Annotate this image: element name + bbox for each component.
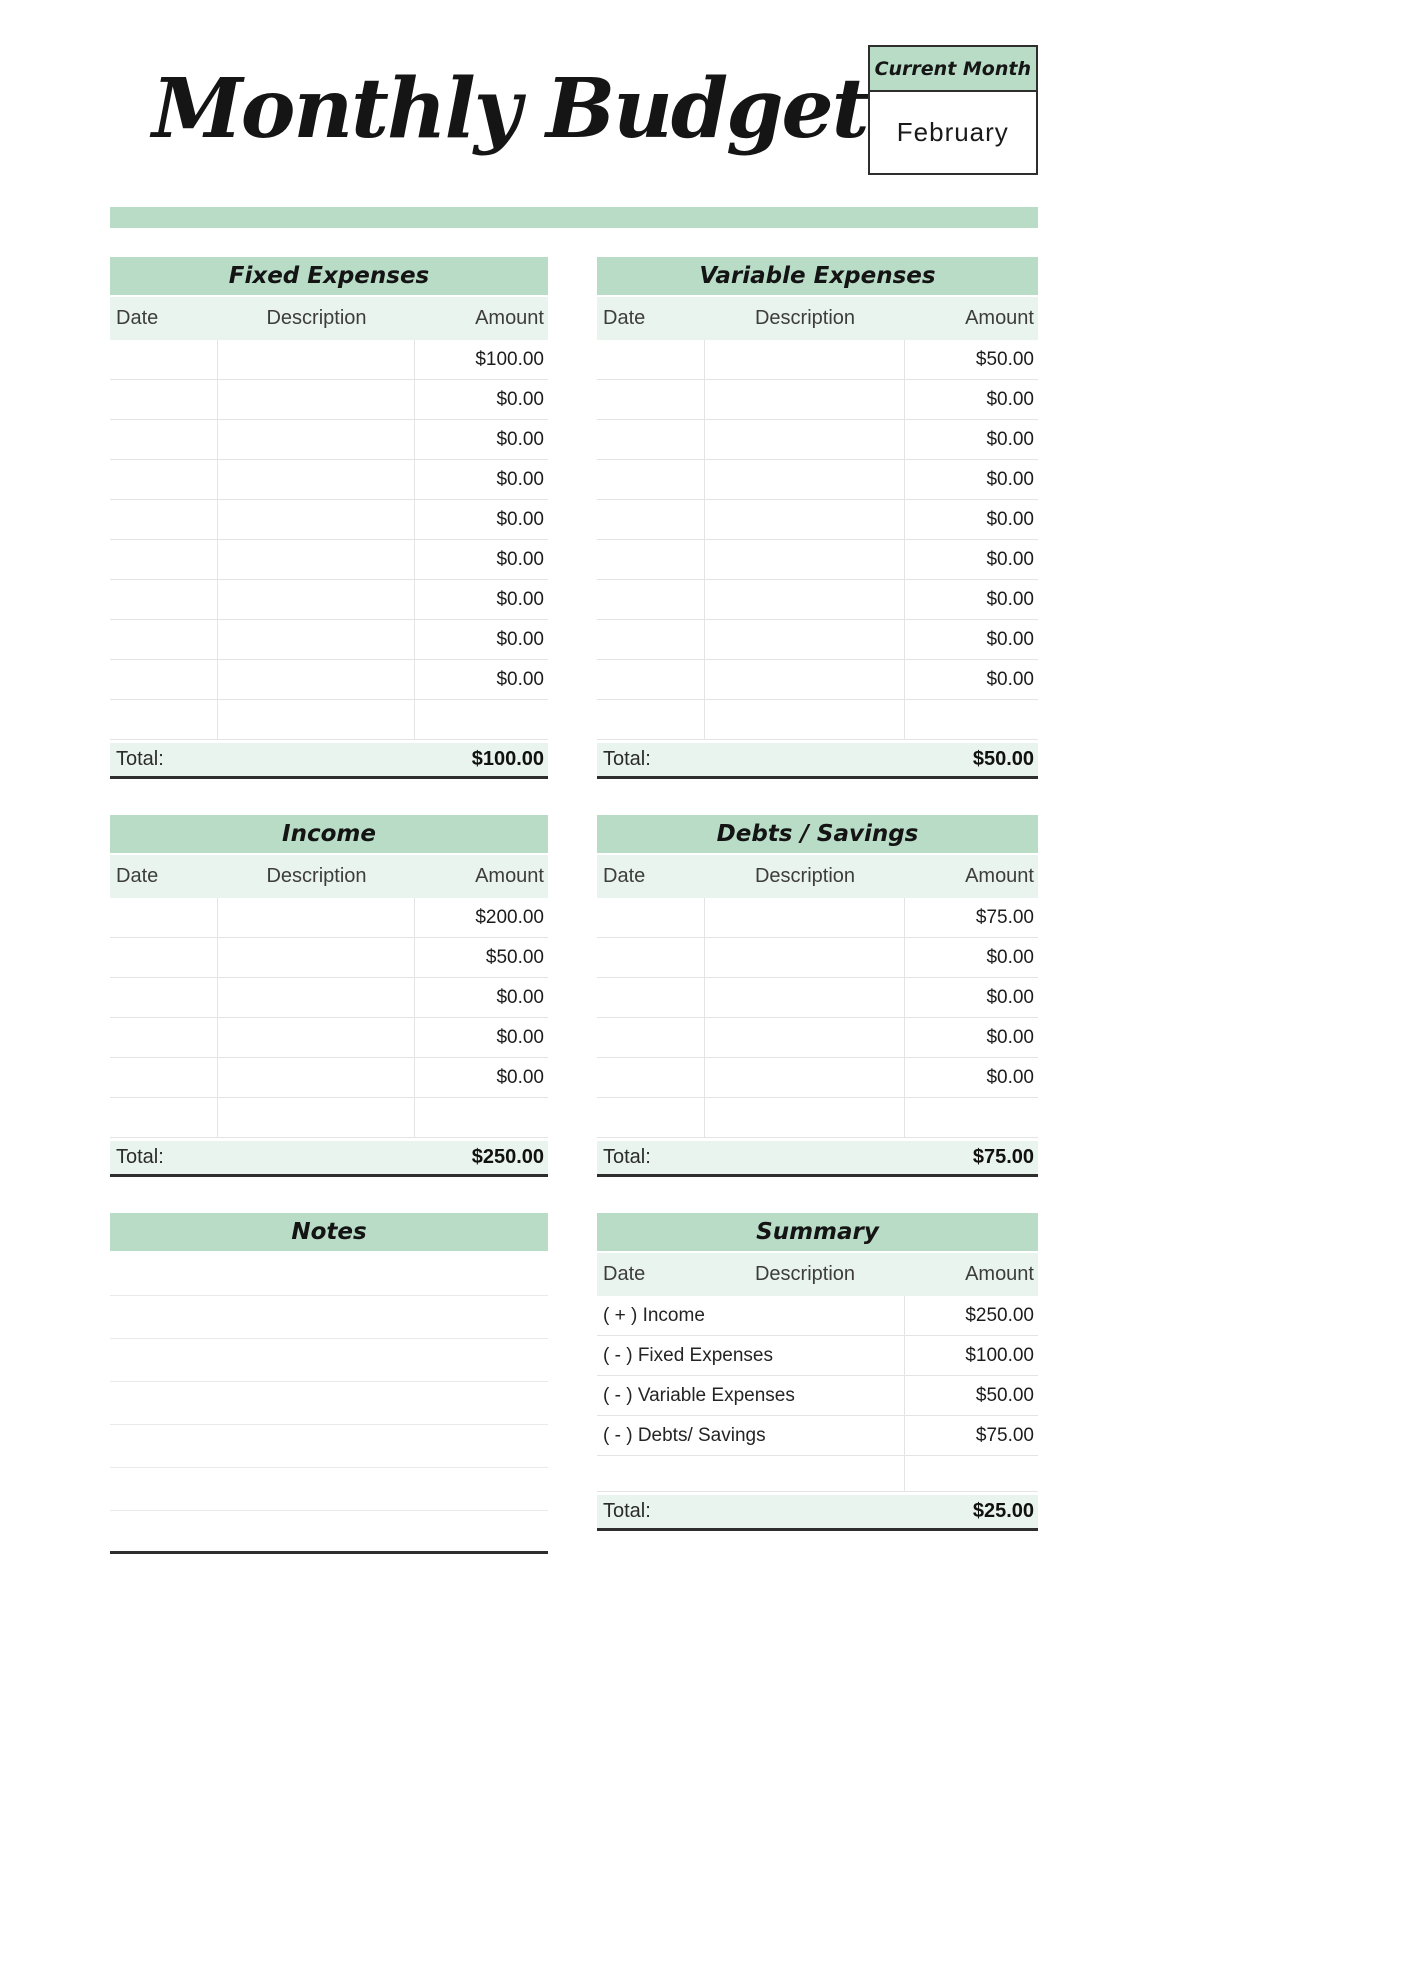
fixed-expenses-title: Fixed Expenses: [110, 257, 548, 295]
table-row: [110, 978, 548, 1018]
amount-cell[interactable]: $0.00: [496, 548, 544, 570]
date-cell[interactable]: [597, 500, 705, 539]
date-cell[interactable]: [110, 540, 218, 579]
description-cell[interactable]: [705, 340, 905, 379]
description-cell[interactable]: [218, 620, 415, 659]
table-row: [110, 580, 548, 620]
table-row: [110, 660, 548, 700]
description-column-header: Description: [266, 307, 367, 329]
table-row: [110, 460, 548, 500]
date-cell[interactable]: [110, 978, 218, 1017]
section-divider-bar: [110, 207, 1038, 228]
amount-cell[interactable]: $0.00: [496, 668, 544, 690]
amount-cell[interactable]: $0.00: [496, 588, 544, 610]
debts-savings-table: [597, 815, 1038, 1177]
date-cell[interactable]: [110, 660, 218, 699]
description-cell[interactable]: [218, 460, 415, 499]
total-label: Total:: [603, 748, 651, 770]
description-cell[interactable]: [705, 540, 905, 579]
description-cell[interactable]: [218, 420, 415, 459]
date-cell[interactable]: [110, 420, 218, 459]
table-row: [110, 500, 548, 540]
date-cell[interactable]: [597, 938, 705, 977]
table-row: [597, 500, 1038, 540]
summary-row-amount: $75.00: [975, 1424, 1034, 1446]
table-row: [110, 540, 548, 580]
summary-table: [597, 1213, 1038, 1531]
date-cell[interactable]: [597, 1058, 705, 1097]
description-cell[interactable]: [705, 620, 905, 659]
income-title: Income: [110, 815, 548, 853]
description-cell[interactable]: [218, 938, 415, 977]
notes-line[interactable]: [110, 1511, 548, 1554]
debts-savings-title: Debts / Savings: [597, 815, 1038, 853]
date-cell[interactable]: [597, 460, 705, 499]
summary-row-label: ( - ) Fixed Expenses: [597, 1336, 905, 1375]
date-column-header: Date: [116, 307, 159, 329]
date-cell[interactable]: [110, 1018, 218, 1057]
date-cell[interactable]: [597, 700, 705, 739]
date-cell[interactable]: [110, 938, 218, 977]
table-row: [597, 938, 1038, 978]
description-column-header: Description: [754, 1263, 856, 1285]
amount-column-header: Amount: [965, 1263, 1034, 1285]
date-cell[interactable]: [597, 580, 705, 619]
table-row-empty: [597, 700, 1038, 740]
summary-title: Summary: [597, 1213, 1038, 1251]
date-cell[interactable]: [597, 540, 705, 579]
date-cell[interactable]: [110, 700, 218, 739]
amount-cell[interactable]: $0.00: [496, 468, 544, 490]
description-cell[interactable]: [218, 1018, 415, 1057]
fixed-expenses-total-row: [110, 743, 548, 779]
table-row: [597, 380, 1038, 420]
summary-row-label: ( - ) Debts/ Savings: [597, 1416, 905, 1455]
fixed-expenses-table: [110, 257, 548, 779]
table-row: [597, 1018, 1038, 1058]
table-row: [110, 1058, 548, 1098]
amount-column-header: Amount: [475, 307, 544, 329]
summary-row-amount: [905, 1456, 1038, 1491]
date-cell[interactable]: [110, 1058, 218, 1097]
date-cell[interactable]: [110, 898, 218, 937]
table-row: [110, 1018, 548, 1058]
summary-row-debts-savings: [597, 1416, 1038, 1456]
table-row: [597, 580, 1038, 620]
summary-row-fixed-expenses: [597, 1336, 1038, 1376]
description-cell[interactable]: [218, 380, 415, 419]
date-cell[interactable]: [110, 1098, 218, 1137]
amount-cell[interactable]: $0.00: [986, 508, 1034, 530]
summary-column-headers: [597, 1253, 1038, 1296]
date-cell[interactable]: [597, 978, 705, 1017]
amount-cell[interactable]: $0.00: [986, 468, 1034, 490]
debts-savings-total-row: [597, 1141, 1038, 1177]
summary-row-amount: $100.00: [965, 1344, 1034, 1366]
amount-cell[interactable]: $200.00: [475, 906, 544, 928]
date-cell[interactable]: [597, 380, 705, 419]
summary-row-amount: $50.00: [975, 1384, 1034, 1406]
total-label: Total:: [603, 1146, 651, 1168]
table-row: [597, 340, 1038, 380]
current-month-value[interactable]: February: [896, 117, 1009, 147]
notes-line[interactable]: [110, 1425, 548, 1468]
amount-cell[interactable]: [415, 700, 548, 739]
amount-cell[interactable]: $0.00: [986, 588, 1034, 610]
table-row: [597, 620, 1038, 660]
date-cell[interactable]: [597, 1098, 705, 1137]
amount-cell[interactable]: $100.00: [475, 348, 544, 370]
description-column-header: Description: [754, 307, 856, 329]
income-total-row: [110, 1141, 548, 1177]
amount-cell[interactable]: $75.00: [975, 906, 1034, 928]
variable-expenses-total-row: [597, 743, 1038, 779]
date-column-header: Date: [603, 307, 646, 329]
amount-cell[interactable]: $0.00: [986, 428, 1034, 450]
notes-line[interactable]: [110, 1296, 548, 1339]
total-amount: $250.00: [471, 1146, 544, 1168]
table-row-empty: [110, 1098, 548, 1138]
date-cell[interactable]: [110, 340, 218, 379]
description-cell[interactable]: [705, 580, 905, 619]
description-cell[interactable]: [705, 380, 905, 419]
table-row: [597, 460, 1038, 500]
variable-expenses-table: [597, 257, 1038, 779]
table-row-empty: [597, 1098, 1038, 1138]
summary-row-empty: [597, 1456, 1038, 1492]
notes-line[interactable]: [110, 1468, 548, 1511]
total-amount: $50.00: [972, 748, 1034, 770]
description-cell[interactable]: [218, 898, 415, 937]
date-cell[interactable]: [110, 580, 218, 619]
amount-column-header: Amount: [965, 307, 1034, 329]
amount-cell[interactable]: $0.00: [496, 628, 544, 650]
amount-cell[interactable]: $0.00: [496, 1026, 544, 1048]
table-row: [110, 898, 548, 938]
notes-section: [110, 1213, 548, 1554]
table-row: [110, 938, 548, 978]
description-cell[interactable]: [218, 540, 415, 579]
description-cell[interactable]: [705, 660, 905, 699]
amount-cell[interactable]: [415, 1098, 548, 1137]
amount-cell[interactable]: $0.00: [986, 668, 1034, 690]
notes-line[interactable]: [110, 1253, 548, 1296]
description-column-header: Description: [266, 865, 367, 887]
total-amount: $75.00: [972, 1146, 1034, 1168]
table-row: [597, 660, 1038, 700]
table-row: [597, 420, 1038, 460]
summary-row-income: [597, 1296, 1038, 1336]
notes-title: Notes: [110, 1213, 548, 1251]
table-row: [110, 620, 548, 660]
notes-line[interactable]: [110, 1382, 548, 1425]
description-cell[interactable]: [705, 500, 905, 539]
date-cell[interactable]: [597, 898, 705, 937]
amount-cell[interactable]: $0.00: [496, 428, 544, 450]
date-cell[interactable]: [110, 460, 218, 499]
page-title: Monthly Budget: [152, 61, 868, 157]
amount-cell[interactable]: $0.00: [986, 986, 1034, 1008]
date-cell[interactable]: [110, 620, 218, 659]
table-row: [110, 340, 548, 380]
summary-row-variable-expenses: [597, 1376, 1038, 1416]
total-label: Total:: [116, 1146, 164, 1168]
amount-cell[interactable]: $0.00: [496, 986, 544, 1008]
table-row: [597, 898, 1038, 938]
amount-cell[interactable]: $50.00: [975, 348, 1034, 370]
variable-expenses-title: Variable Expenses: [597, 257, 1038, 295]
description-cell[interactable]: [218, 340, 415, 379]
description-cell[interactable]: [705, 978, 905, 1017]
description-cell[interactable]: [218, 660, 415, 699]
amount-cell[interactable]: $50.00: [485, 946, 544, 968]
table-row-empty: [110, 700, 548, 740]
summary-row-amount: $250.00: [965, 1304, 1034, 1326]
tables-grid: [110, 257, 1038, 1554]
summary-row-label: ( - ) Variable Expenses: [597, 1376, 905, 1415]
description-column-header: Description: [754, 865, 856, 887]
amount-cell[interactable]: $0.00: [986, 1066, 1034, 1088]
amount-cell[interactable]: $0.00: [496, 1066, 544, 1088]
description-cell[interactable]: [705, 938, 905, 977]
date-cell[interactable]: [110, 500, 218, 539]
amount-cell[interactable]: $0.00: [986, 946, 1034, 968]
description-cell[interactable]: [705, 420, 905, 459]
table-row: [597, 1058, 1038, 1098]
date-column-header: Date: [116, 865, 159, 887]
date-column-header: Date: [603, 1263, 646, 1285]
notes-line[interactable]: [110, 1339, 548, 1382]
table-row: [597, 540, 1038, 580]
description-cell[interactable]: [705, 1098, 905, 1137]
variable-expenses-column-headers: [597, 297, 1038, 340]
amount-cell[interactable]: $0.00: [986, 628, 1034, 650]
page-content: [110, 0, 1038, 1554]
amount-column-header: Amount: [475, 865, 544, 887]
description-cell[interactable]: [218, 500, 415, 539]
date-cell[interactable]: [110, 380, 218, 419]
summary-total-row: [597, 1495, 1038, 1531]
page-header: [110, 45, 1038, 175]
date-cell[interactable]: [597, 620, 705, 659]
date-cell[interactable]: [597, 660, 705, 699]
summary-row-label: ( + ) Income: [597, 1296, 905, 1335]
date-cell[interactable]: [597, 1018, 705, 1057]
description-cell[interactable]: [218, 1058, 415, 1097]
description-cell[interactable]: [218, 1098, 415, 1137]
income-column-headers: [110, 855, 548, 898]
current-month-box: [868, 45, 1038, 175]
total-label: Total:: [116, 748, 164, 770]
date-column-header: Date: [603, 865, 646, 887]
total-label: Total:: [603, 1500, 651, 1522]
fixed-expenses-column-headers: [110, 297, 548, 340]
amount-cell[interactable]: $0.00: [986, 1026, 1034, 1048]
amount-cell[interactable]: $0.00: [986, 548, 1034, 570]
amount-cell[interactable]: $0.00: [496, 388, 544, 410]
description-cell[interactable]: [218, 580, 415, 619]
date-cell[interactable]: [597, 340, 705, 379]
amount-cell[interactable]: [905, 700, 1038, 739]
table-row: [110, 420, 548, 460]
description-cell[interactable]: [218, 978, 415, 1017]
amount-cell[interactable]: $0.00: [986, 388, 1034, 410]
total-amount: $100.00: [471, 748, 544, 770]
summary-row-label: [597, 1456, 905, 1491]
current-month-label: Current Month: [870, 47, 1036, 92]
description-cell[interactable]: [705, 898, 905, 937]
description-cell[interactable]: [218, 700, 415, 739]
total-amount: $25.00: [972, 1500, 1034, 1522]
table-row: [110, 380, 548, 420]
debts-savings-column-headers: [597, 855, 1038, 898]
description-cell[interactable]: [705, 1058, 905, 1097]
amount-cell[interactable]: $0.00: [496, 508, 544, 530]
date-cell[interactable]: [597, 420, 705, 459]
income-table: [110, 815, 548, 1177]
description-cell[interactable]: [705, 460, 905, 499]
description-cell[interactable]: [705, 700, 905, 739]
description-cell[interactable]: [705, 1018, 905, 1057]
table-row: [597, 978, 1038, 1018]
amount-cell[interactable]: [905, 1098, 1038, 1137]
amount-column-header: Amount: [965, 865, 1034, 887]
